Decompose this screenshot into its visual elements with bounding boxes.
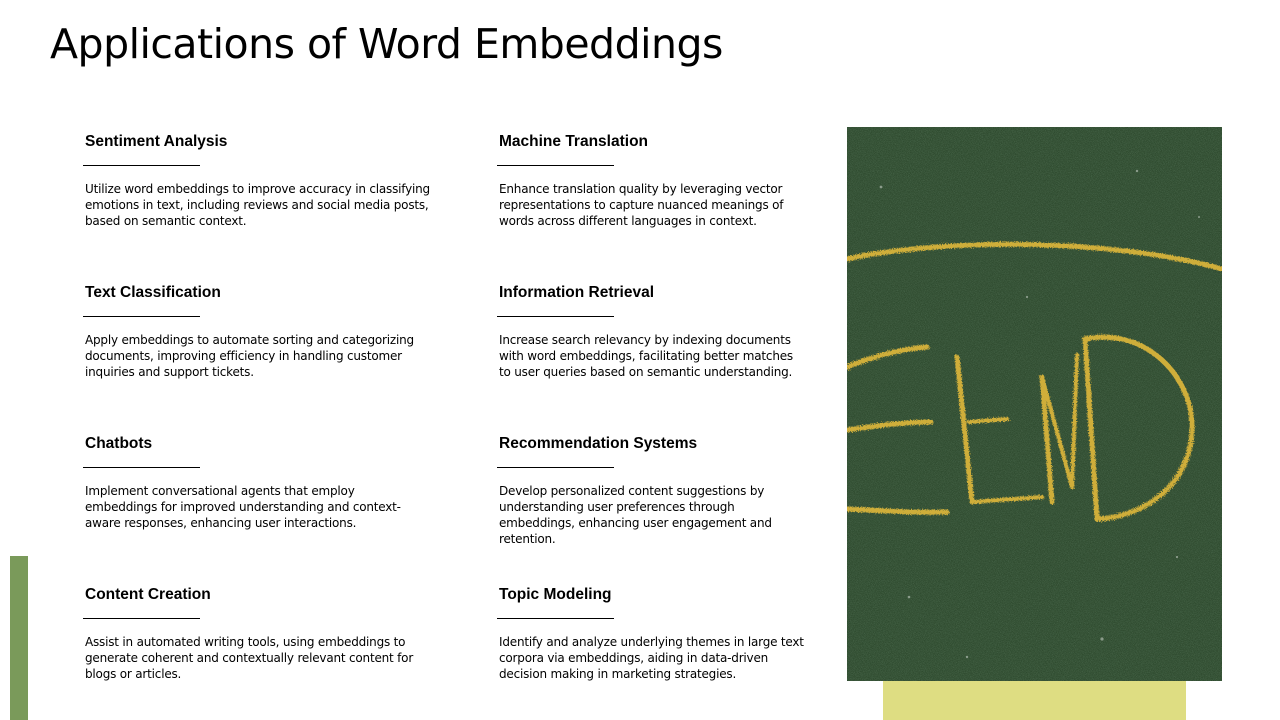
accent-bar (10, 556, 28, 720)
item-description: Identify and analyze underlying themes in large text corpora via embeddings, aiding in data-driven decision making in marketing strategies. (499, 635, 804, 681)
item-recommendation-systems (497, 435, 807, 547)
item-heading: Recommendation Systems (499, 435, 698, 452)
item-description: Apply embeddings to automate sorting and categorizing documents, improving efficiency in handling customer inquiries and support tickets. (85, 333, 414, 379)
heading-divider (83, 316, 200, 317)
heading-divider (497, 467, 614, 468)
heading-divider (83, 165, 200, 166)
item-heading: Information Retrieval (499, 284, 655, 301)
heading-divider (83, 467, 200, 468)
item-description: Utilize word embeddings to improve accuracy in classifying emotions in text, including reviews and social media posts, based on semantic context. (85, 182, 430, 228)
item-heading: Topic Modeling (499, 586, 612, 603)
item-heading: Chatbots (85, 435, 153, 452)
chalk-end-illustration (847, 127, 1222, 681)
item-description: Increase search relevancy by indexing documents with word embeddings, facilitating better matches to user queries based on semantic understanding. (499, 333, 793, 379)
item-description: Implement conversational agents that employ embeddings for improved understanding and context-aware responses, enhancing user interactions. (85, 484, 401, 530)
heading-divider (497, 618, 614, 619)
item-heading: Machine Translation (499, 133, 649, 150)
item-description: Develop personalized content suggestions by understanding user preferences through embeddings, enhancing user engagement and retention. (499, 484, 772, 546)
heading-divider (83, 618, 200, 619)
item-topic-modeling (497, 586, 807, 682)
page-title: Applications of Word Embeddings (50, 20, 723, 68)
item-description: Assist in automated writing tools, using embeddings to generate coherent and contextually relevant content for blogs or articles. (85, 635, 414, 681)
heading-divider (497, 316, 614, 317)
chalk-end-photo (847, 127, 1222, 681)
heading-divider (497, 165, 614, 166)
photo-texture (847, 127, 1222, 681)
item-heading: Content Creation (85, 586, 211, 603)
item-description: Enhance translation quality by leveraging vector representations to capture nuanced meanings of words across different languages in context. (499, 182, 784, 228)
item-information-retrieval (497, 284, 807, 380)
item-chatbots (83, 435, 443, 531)
item-heading: Sentiment Analysis (85, 133, 228, 150)
item-machine-translation (497, 133, 807, 229)
item-sentiment-analysis (83, 133, 443, 229)
item-content-creation (83, 586, 443, 682)
item-text-classification (83, 284, 443, 380)
item-heading: Text Classification (85, 284, 221, 301)
